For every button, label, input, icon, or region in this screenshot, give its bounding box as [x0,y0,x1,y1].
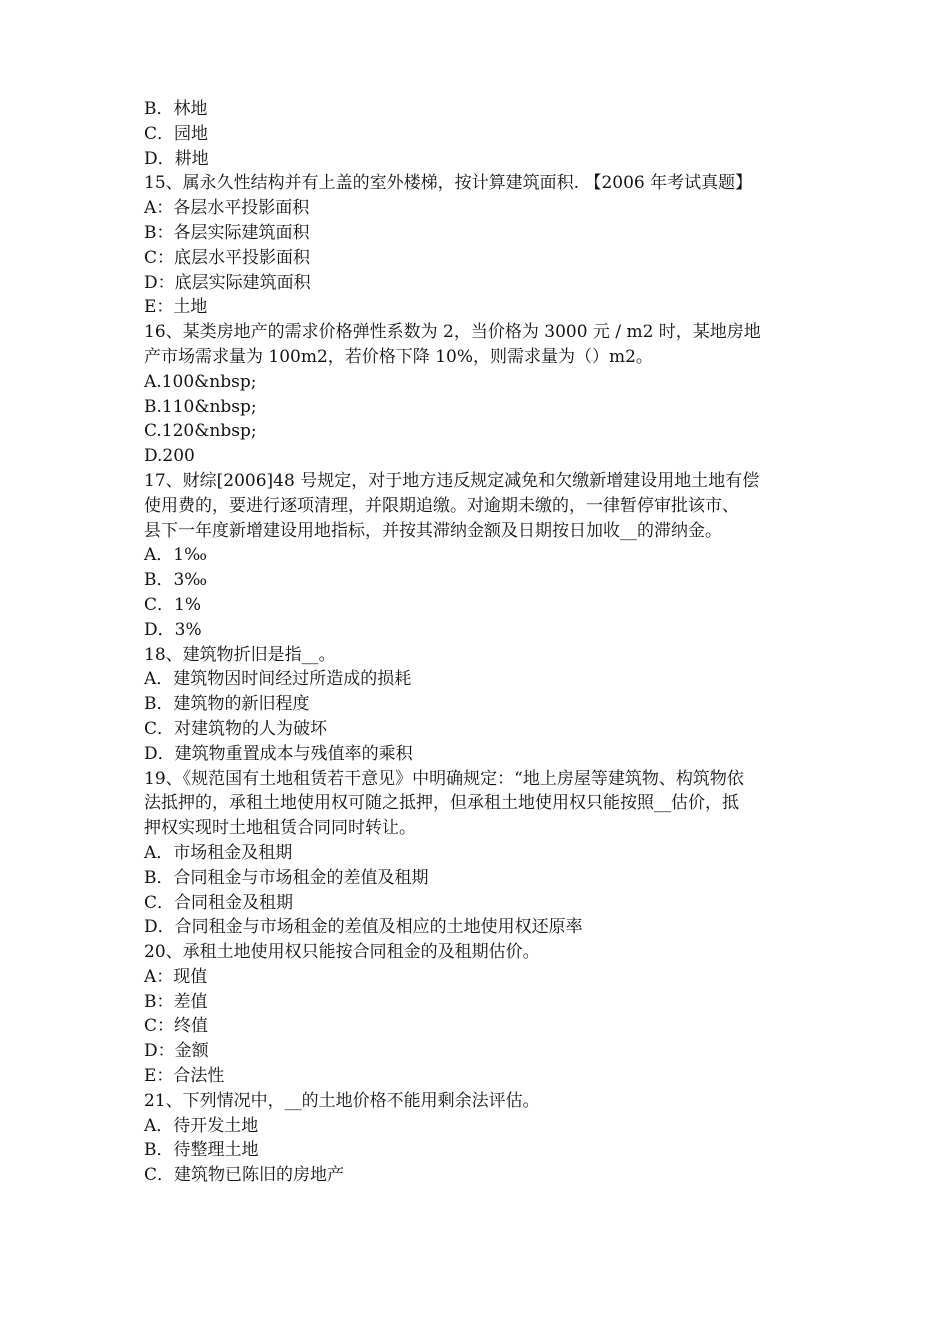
exam-text-block [144,97,808,1188]
option-line: C：终值 [144,1016,209,1037]
option-line: A．市场租金及租期 [144,842,293,863]
option-line: D：底层实际建筑面积 [144,272,311,293]
option-line: A．建筑物因时间经过所造成的损耗 [144,669,412,690]
option-line: D.200 [144,446,195,467]
option-line: B：各层实际建筑面积 [144,222,310,243]
question-19: 19、《规范国有土地租赁若干意见》中明确规定：“地上房屋等建筑物、构筑物依 [144,768,744,789]
option-line: A：各层水平投影面积 [144,198,310,219]
option-line: E：土地 [144,297,208,318]
question-16: 16、某类房地产的需求价格弹性系数为 2，当价格为 3000 元 / m2 时，某地房地 [144,322,761,343]
option-line: C．合同租金及租期 [144,892,294,913]
option-line: D．耕地 [144,148,209,169]
option-line: A．待开发土地 [144,1115,259,1136]
option-line: B．林地 [144,99,208,119]
option-line: B．待整理土地 [144,1140,259,1161]
option-line: A：现值 [144,966,208,987]
question-18: 18、建筑物折旧是指__。 [144,644,336,665]
question-17-cont: 县下一年度新增建设用地指标，并按其滞纳金额及日期按日加收__的滞纳金。 [144,520,722,541]
option-line: B：差值 [144,991,208,1012]
option-line: B．3‰ [144,570,208,591]
option-line: C．1% [144,594,201,615]
question-19-cont: 押权实现时土地租赁合同同时转让。 [144,818,416,839]
question-16-cont: 产市场需求量为 100m2，若价格下降 10%，则需求量为（）m2。 [144,346,653,367]
option-line: C.120&nbsp; [144,421,257,442]
option-line: D．建筑物重置成本与残值率的乘积 [144,743,413,764]
question-15: 15、属永久性结构并有上盖的室外楼梯，按计算建筑面积. 【2006 年考试真题】 [144,173,753,194]
question-21: 21、下列情况中，__的土地价格不能用剩余法评估。 [144,1090,540,1111]
option-line: B.110&nbsp; [144,396,257,417]
question-17: 17、财综[2006]48 号规定，对于地方违反规定减免和欠缴新增建设用地土地有偿 [144,470,760,491]
option-line: C．建筑物已陈旧的房地产 [144,1165,345,1186]
option-line: A．1‰ [144,545,207,566]
option-line: C：底层水平投影面积 [144,247,311,268]
option-line: B．建筑物的新旧程度 [144,694,310,715]
option-line: D：金额 [144,1041,209,1062]
option-line: D．3% [144,619,202,640]
option-line: C．园地 [144,123,209,144]
question-20: 20、承租土地使用权只能按合同租金的及租期估价。 [144,942,540,963]
option-line: E：合法性 [144,1066,225,1087]
question-19-cont: 法抵押的，承租土地使用权可随之抵押，但承租土地使用权只能按照__估价，抵 [144,793,739,814]
option-line: C．对建筑物的人为破坏 [144,718,328,739]
option-line: A.100&nbsp; [144,371,257,392]
option-line: D．合同租金与市场租金的差值及相应的土地使用权还原率 [144,917,583,938]
question-17-cont: 使用费的，要进行逐项清理，并限期追缴。对逾期未缴的，一律暂停审批该市、 [144,495,739,516]
option-line: B．合同租金与市场租金的差值及租期 [144,867,429,888]
